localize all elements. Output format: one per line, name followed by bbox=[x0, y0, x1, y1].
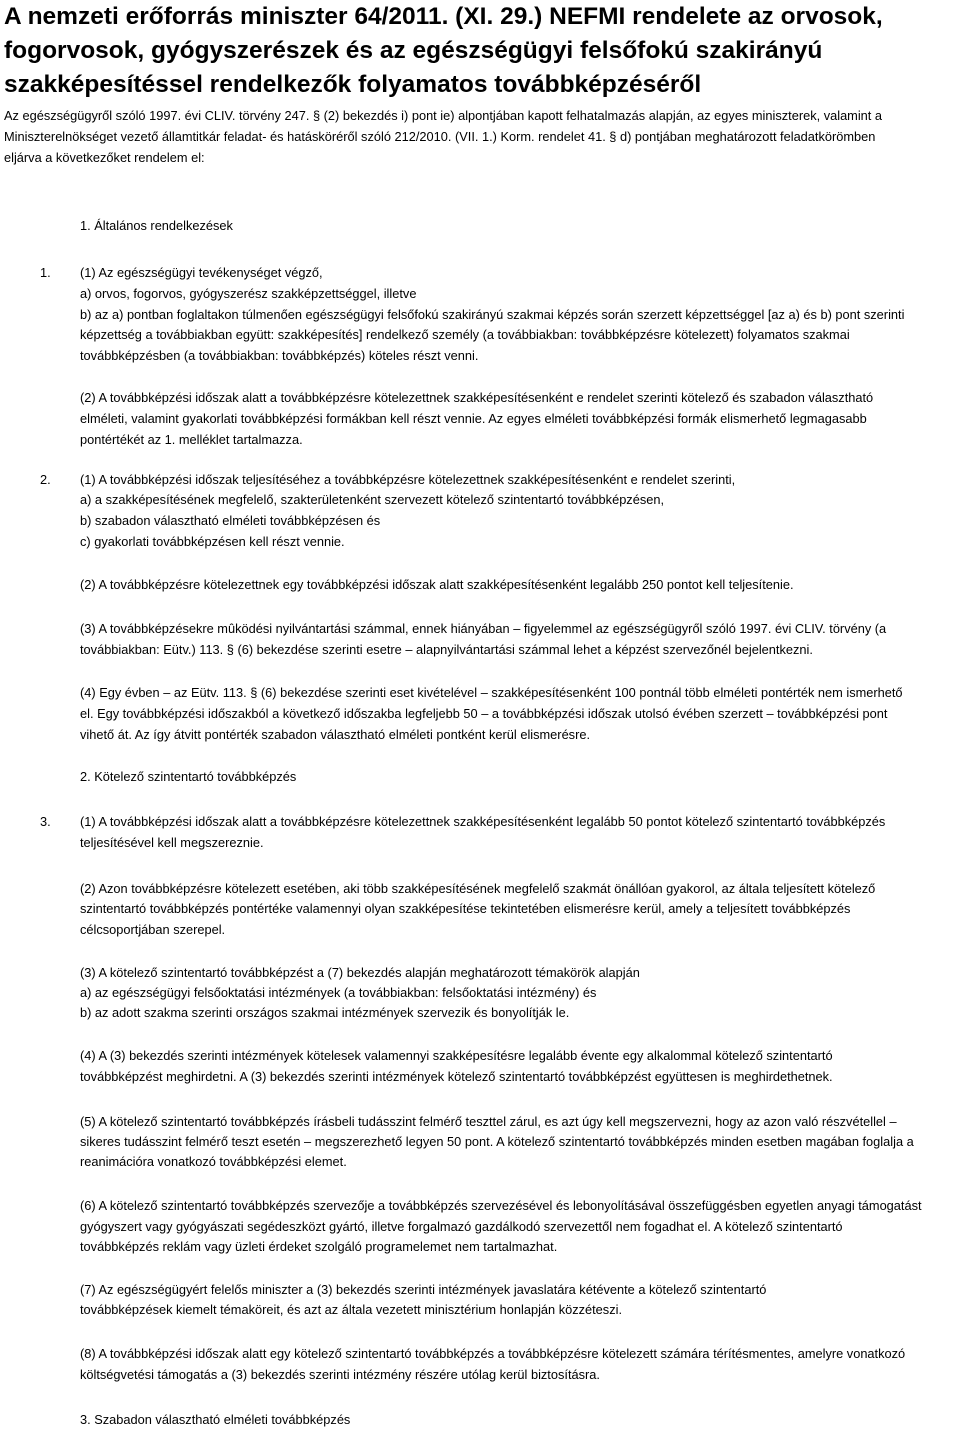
paragraph-line: (4) Egy évben – az Eütv. 113. § (6) bekezdése szerinti eset kivételével – szakképesítésenként 100 pontnál több elméleti pontérték nem ismerhető bbox=[80, 685, 903, 700]
paragraph-line: (2) A továbbképzési időszak alatt a továbbképzésre kötelezettnek szakképesítésenként e rendelet szerinti kötelező és szabadon választható bbox=[80, 390, 874, 405]
paragraph-line: b) az a) pontban foglaltakon túlmenően egészségügyi felsőfokú szakirányú szakmai képzés során szerzett képzettséggel [az a) és b) pont szerinti bbox=[80, 307, 905, 322]
preamble-line: eljárva a következőket rendelem el: bbox=[4, 150, 205, 165]
preamble-line: Az egészségügyről szóló 1997. évi CLIV. törvény 247. § (2) bekezdés i) pont ie) alpontjában kapott felhatalmazás alapján, az egyes miniszterek, valamint a bbox=[4, 108, 883, 123]
paragraph-line: továbbképzést meghirdetni. A (3) bekezdés szerinti intézmények kötelező szintentartó továbbképzést együttesen is meghirdethetnek. bbox=[80, 1069, 833, 1084]
section-heading: 1. Általános rendelkezések bbox=[80, 218, 233, 233]
paragraph-line: célcsoportjában szerepel. bbox=[80, 922, 226, 937]
paragraph-line: továbbiakban: Eütv.) 113. § (6) bekezdése szerinti esetre – alapnyilvántartási számmal lehet a képzést szervezőnél bejelentkezni. bbox=[80, 642, 813, 657]
paragraph-line: képzettség a továbbiakban együtt: szakképesítés] rendelkező személy (a továbbiakban: továbbképzésre kötelezett) folyamatos szakmai bbox=[80, 327, 850, 342]
paragraph-line: (4) A (3) bekezdés szerinti intézmények kötelesek valamennyi szakképesítésre legalább évente egy alkalommal kötelező szintentartó bbox=[80, 1048, 833, 1063]
paragraph-number: 2. bbox=[40, 472, 51, 487]
paragraph-line: (1) A továbbképzési időszak teljesítéséhez a továbbképzésre kötelezettnek szakképesítésenként e rendelet szerinti, bbox=[80, 472, 736, 487]
paragraph-line: (6) A kötelező szintentartó továbbképzés szervezője a továbbképzés szervezésével és lebonyolításával összefüggésben egyetlen anyagi támogatást bbox=[80, 1198, 922, 1213]
paragraph-line: elméleti, valamint gyakorlati továbbképzési formákban kell részt vennie. Az egyes elméleti továbbképzési formák elismerhető legmagasabb bbox=[80, 411, 867, 426]
paragraph-number: 1. bbox=[40, 265, 51, 280]
paragraph-line: b) szabadon választható elméleti továbbképzésen és bbox=[80, 513, 381, 528]
section-heading: 2. Kötelező szintentartó továbbképzés bbox=[80, 769, 297, 784]
paragraph-line: továbbképzésben (a továbbiakban: továbbképzés) köteles részt venni. bbox=[80, 348, 479, 363]
paragraph-line: továbbképzések kiemelt témaköreit, és azt az általa vezetett minisztérium honlapján közzéteszi. bbox=[80, 1302, 622, 1317]
paragraph-line: (3) A továbbképzésekre mûködési nyilvántartási számmal, ennek hiányában – figyelemmel az egészségügyről szóló 1997. évi CLIV. törvény (a bbox=[80, 621, 887, 636]
paragraph-line: költségvetési támogatás a (3) bekezdés szerinti intézmény részére utólag kerül biztosításra. bbox=[80, 1367, 600, 1382]
paragraph-line: (1) A továbbképzési időszak alatt a továbbképzésre kötelezettnek szakképesítésenként legalább 50 pontot kötelező szintentartó továbbképzés bbox=[80, 814, 886, 829]
title-line: fogorvosok, gyógyszerészek és az egészségügyi felsőfokú szakirányú bbox=[4, 37, 823, 64]
paragraph-line: el. Egy továbbképzési időszakból a következő időszakba legfeljebb 50 – a továbbképzési időszak utolsó évében szerzett – továbbképzési pont bbox=[80, 706, 888, 721]
title-line: szakképesítéssel rendelkezők folyamatos továbbképzéséről bbox=[4, 71, 702, 98]
paragraph-line: c) gyakorlati továbbképzésen kell részt vennie. bbox=[80, 534, 345, 549]
preamble-line: Miniszterelnökséget vezető államtitkár feladat- és hatásköréről szóló 212/2010. (VII. 1.) Korm. rendelet 41. § d) pontjában meghatározott feladatkörömben bbox=[4, 129, 876, 144]
paragraph-line: a) a szakképesítésének megfelelő, szakterületenként szervezett kötelező szintentartó továbbképzésen, bbox=[80, 492, 665, 507]
paragraph-line: a) az egészségügyi felsőoktatási intézmények (a továbbiakban: felsőoktatási intézmény) és bbox=[80, 985, 597, 1000]
paragraph-line: továbbképzés reklám vagy üzleti érdeket szolgáló programelemet nem tartalmazhat. bbox=[80, 1239, 558, 1254]
document-title bbox=[4, 0, 954, 102]
paragraph-line: vihető át. Az így átvitt pontérték szabadon választható elméleti pontként kerül elismerésre. bbox=[80, 727, 591, 742]
paragraph-line: gyógyszert vagy gyógyászati segédeszközt gyártó, illetve forgalmazó gazdálkodó szervezettől nem fogadhat el. A kötelező szintentartó bbox=[80, 1219, 843, 1234]
paragraph-line: reanimációra vonatkozó továbbképzési elemet. bbox=[80, 1154, 347, 1169]
paragraph-line: teljesítésével kell megszereznie. bbox=[80, 835, 264, 850]
paragraph-line: (2) Azon továbbképzésre kötelezett esetében, aki több szakképesítésének megfelelő szakmát önállóan gyakorol, az általa teljesített kötelező bbox=[80, 881, 876, 896]
paragraph-line: (2) A továbbképzésre kötelezettnek egy továbbképzési időszak alatt szakképesítésenként legalább 250 pontot kell teljesítenie. bbox=[80, 577, 794, 592]
paragraph-line: (1) Az egészségügyi tevékenységet végző, bbox=[80, 265, 323, 280]
paragraph-line: b) az adott szakma szerinti országos szakmai intézmények szervezik és bonyolítják le. bbox=[80, 1005, 570, 1020]
paragraph-line: szintentartó továbbképzés pontértéke valamennyi olyan szakképesítése tekintetében elismerésre kerül, amely a teljesített továbbképzés bbox=[80, 901, 851, 916]
section-heading: 3. Szabadon választható elméleti továbbképzés bbox=[80, 1412, 351, 1427]
title-line: A nemzeti erőforrás miniszter 64/2011. (XI. 29.) NEFMI rendelete az orvosok, bbox=[4, 3, 883, 30]
paragraph-number: 3. bbox=[40, 814, 51, 829]
paragraph-line: (5) A kötelező szintentartó továbbképzés írásbeli tudásszint felmérő teszttel zárul, es azt úgy kell megszervezni, hogy az azon való részvétellel – bbox=[80, 1114, 897, 1129]
paragraph-line: (7) Az egészségügyért felelős miniszter a (3) bekezdés szerinti intézmények javaslatára kétévente a kötelező szintentartó bbox=[80, 1282, 767, 1297]
paragraph-line: (8) A továbbképzési időszak alatt egy kötelező szintentartó továbbképzés a továbbképzésre kötelezett számára térítésmentes, amelyre vonatkozó bbox=[80, 1346, 906, 1361]
paragraph-line: pontértékét az 1. melléklet tartalmazza. bbox=[80, 432, 303, 447]
paragraph-line: (3) A kötelező szintentartó továbbképzést a (7) bekezdés alapján meghatározott témakörök alapján bbox=[80, 965, 640, 980]
paragraph-line: sikeres tudásszint felmérő teszt esetén – megszerezhető legyen 50 pont. A kötelező szintentartó továbbképzés minden esetben magában foglalja a bbox=[80, 1134, 914, 1149]
paragraph-line: a) orvos, fogorvos, gyógyszerész szakképzettséggel, illetve bbox=[80, 286, 417, 301]
